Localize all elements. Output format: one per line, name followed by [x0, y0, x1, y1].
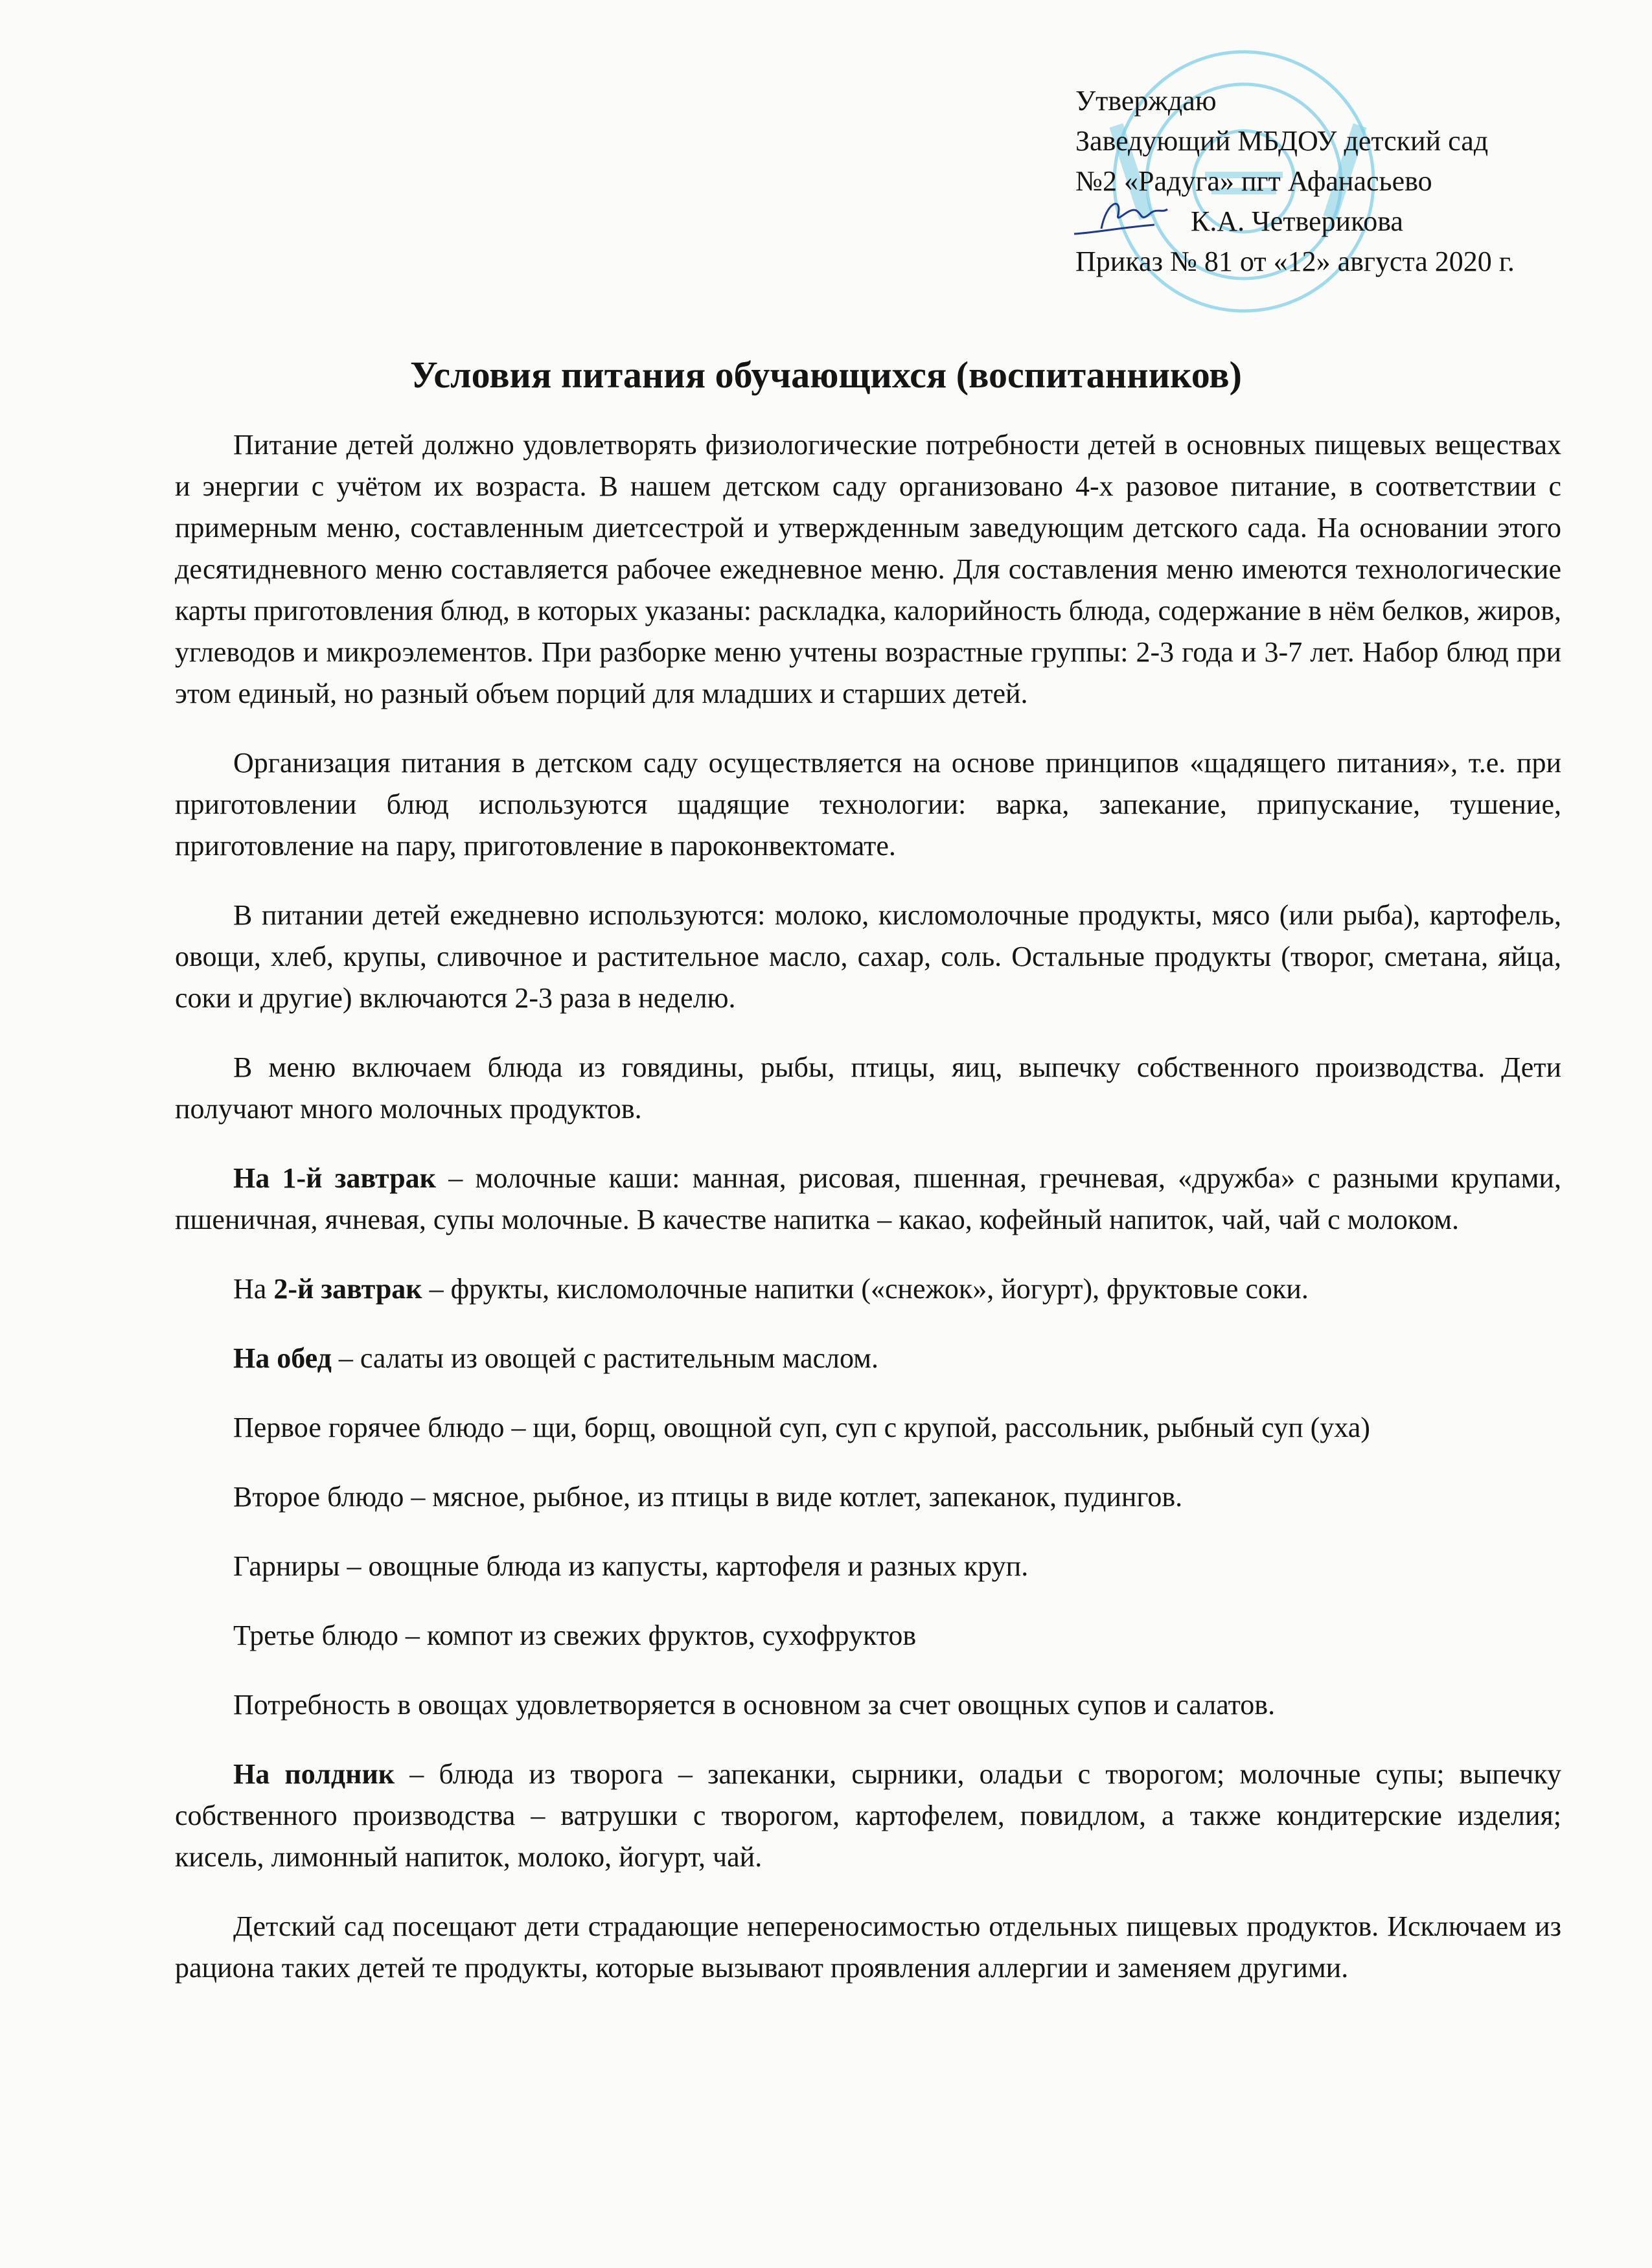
- first-breakfast-text: – молочные каши: манная, рисовая, пшенная, гречневая, «дружба» с разными крупами, пшеничная, ячневая, супы молочные. В качестве напитка – какао, кофейный напиток, чай, чай с молоком.: [175, 1162, 1561, 1235]
- paragraph-vegetables: Потребность в овощах удовлетворяется в основном за счет овощных супов и салатов.: [233, 1689, 1276, 1721]
- second-breakfast-prefix: На: [233, 1273, 274, 1305]
- document-title: Условия питания обучающихся (воспитанников): [410, 354, 1242, 396]
- meal-label-afternoon-snack: На полдник: [233, 1758, 395, 1790]
- paragraph-garnish: Гарниры – овощные блюда из капусты, картофеля и разных круп.: [233, 1550, 1029, 1582]
- approval-heading: Утверждаю: [1075, 85, 1217, 117]
- paragraph-menu-includes: В меню включаем блюда из говядины, рыбы, птицы, яиц, выпечку собственного производства. Дети получают много молочных продуктов.: [175, 1051, 1561, 1125]
- handwritten-signature: [1070, 187, 1193, 249]
- paragraph-organization: Организация питания в детском саду осуществляется на основе принципов «щадящего питания», т.е. при приготовлении блюд используются щадящие технологии: варка, запекание, припускание, тушение, приготовление на пару, приготовление в пароконвектомате.: [175, 747, 1561, 862]
- document-body: [175, 424, 1561, 2017]
- paragraph-second-course: Второе блюдо – мясное, рыбное, из птицы в виде котлет, запеканок, пудингов.: [233, 1481, 1183, 1513]
- paragraph-lunch: [175, 1338, 1561, 1379]
- approval-organization: №2 «Радуга» пгт Афанасьево: [1075, 165, 1432, 197]
- paragraph-allergies: Детский сад посещают дети страдающие непереносимостью отдельных пищевых продуктов. Исключаем из рациона таких детей те продукты, которые вызывают проявления аллергии и заменяем другими.: [175, 1910, 1561, 1984]
- meal-label-second-breakfast: 2-й завтрак: [273, 1273, 422, 1305]
- approval-position: Заведующий МБДОУ детский сад: [1075, 125, 1489, 157]
- signature-line: [1075, 201, 1633, 242]
- paragraph-first-breakfast: [175, 1158, 1561, 1241]
- second-breakfast-text: – фрукты, кисломолочные напитки («снежок», йогурт), фруктовые соки.: [422, 1273, 1309, 1305]
- paragraph-second-breakfast: [175, 1268, 1561, 1310]
- approval-block: [1075, 81, 1633, 282]
- signatory-name: К.А. Четверикова: [1191, 205, 1403, 237]
- paragraph-afternoon-snack: [175, 1754, 1561, 1878]
- paragraph-daily-products: В питании детей ежедневно используются: молоко, кисломолочные продукты, мясо (или рыба), картофель, овощи, хлеб, крупы, сливочное и растительное масло, сахар, соль. Остальные продукты (творог, сметана, яйца, соки и другие) включаются 2-3 раза в неделю.: [175, 899, 1561, 1014]
- paragraph-intro: Питание детей должно удовлетворять физиологические потребности детей в основных пищевых веществах и энергии с учётом их возраста. В нашем детском саду организовано 4-х разовое питание, в соответствии с примерным меню, составленным диетсестрой и утвержденным заведующим детского сада. На основании этого десятидневного меню составляется рабочее ежедневное меню. Для составления меню имеются технологические карты приготовления блюд, в которых указаны: раскладка, калорийность блюда, содержание в нём белков, жиров, углеводов и микроэлементов. При разборке меню учтены возрастные группы: 2-3 года и 3-7 лет. Набор блюд при этом единый, но разный объем порций для младших и старших детей.: [175, 429, 1561, 709]
- paragraph-first-course: Первое горячее блюдо – щи, борщ, овощной суп, суп с крупой, рассольник, рыбный суп (уха): [233, 1412, 1370, 1443]
- afternoon-snack-text: – блюда из творога – запеканки, сырники, оладьи с творогом; молочные супы; выпечку собственного производства – ватрушки с творогом, картофелем, повидлом, а также кондитерские изделия; кисель, лимонный напиток, молоко, йогурт, чай.: [175, 1758, 1562, 1873]
- approval-order: Приказ № 81 от «12» августа 2020 г.: [1075, 246, 1515, 277]
- lunch-text: – салаты из овощей с растительным маслом.: [331, 1342, 879, 1374]
- paragraph-third-course: Третье блюдо – компот из свежих фруктов, сухофруктов: [233, 1620, 917, 1651]
- meal-label-lunch: На обед: [233, 1342, 332, 1374]
- meal-label-first-breakfast: На 1-й завтрак: [233, 1162, 437, 1194]
